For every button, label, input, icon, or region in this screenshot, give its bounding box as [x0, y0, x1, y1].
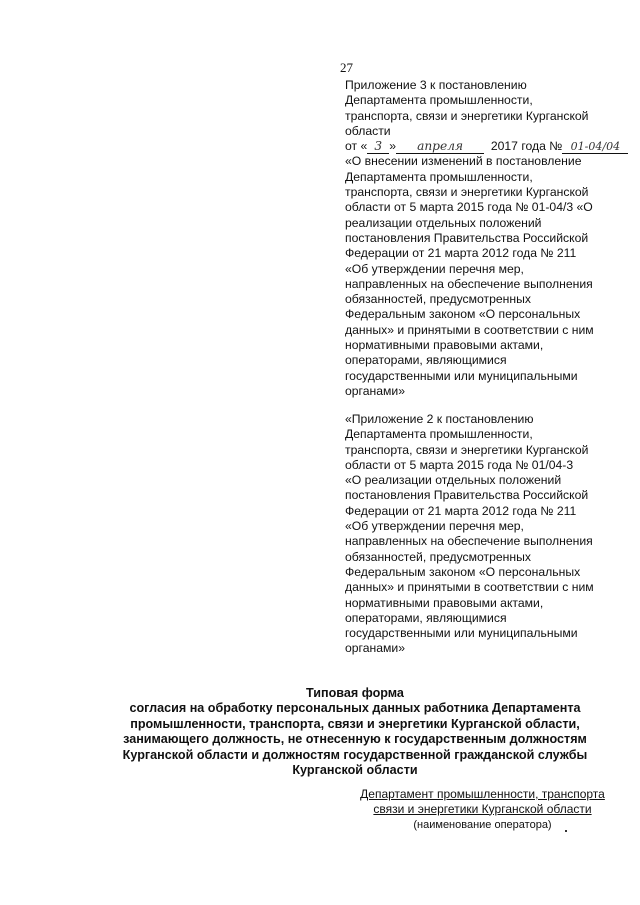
operator-name-line-1: Департамент промышленности, транспорта: [360, 787, 605, 801]
title-line: промышленности, транспорта, связи и энергетики Курганской области,: [130, 716, 580, 731]
date-prefix: от «: [345, 139, 368, 154]
text-line: операторами, являющимися: [345, 610, 507, 625]
text-line: обязанностей, предусмотренных: [345, 549, 531, 564]
text-line: области: [345, 123, 391, 138]
appendix-3-header: [345, 78, 620, 399]
text-line: Федерации от 21 марта 2012 года № 211: [345, 246, 577, 261]
text-line: «Об утверждении перечня мер,: [345, 519, 524, 534]
title-line: согласия на обработку персональных данных работника Департамента: [129, 701, 581, 716]
title-line: Курганской области: [292, 763, 418, 778]
title-line: Типовая форма: [306, 686, 404, 700]
operator-block: [345, 787, 620, 833]
text-line: Приложение 3 к постановлению: [345, 78, 527, 92]
date-line: [345, 139, 620, 154]
text-line: нормативными правовыми актами,: [345, 338, 544, 353]
form-title: [95, 686, 615, 778]
text-line: «Об утверждении перечня мер,: [345, 261, 524, 276]
text-line: Федерации от 21 марта 2012 года № 211: [345, 503, 577, 518]
title-line: занимающего должность, не отнесенную к государственным должностям: [123, 732, 587, 747]
date-year: 2017 года №: [490, 139, 563, 154]
text-line: нормативными правовыми актами,: [345, 595, 544, 610]
operator-caption: (наименование оператора): [413, 819, 552, 831]
text-line: Департамента промышленности,: [345, 93, 533, 108]
text-line: области от 5 марта 2015 года № 01-04/3 «О: [345, 200, 593, 215]
text-line: операторами, являющимися: [345, 353, 507, 368]
stray-mark: [565, 830, 567, 832]
text-line: направленных на обеспечение выполнения: [345, 276, 593, 291]
text-line: органами»: [345, 383, 405, 398]
text-line: органами»: [345, 641, 405, 656]
handwritten-month: апреля: [396, 140, 484, 154]
text-line: Департамента промышленности,: [345, 427, 533, 442]
text-line: данных» и принятыми в соответствии с ним: [345, 580, 594, 595]
text-line: транспорта, связи и энергетики Курганской: [345, 108, 589, 123]
text-line: постановления Правительства Российской: [345, 488, 589, 503]
appendix-3-body: [345, 154, 620, 399]
text-line: «О внесении изменений в постановление: [345, 154, 582, 169]
text-line: области от 5 марта 2015 года № 01/04-3: [345, 457, 574, 472]
handwritten-day: 3: [367, 140, 389, 154]
text-line: Департамента промышленности,: [345, 169, 533, 184]
handwritten-number: 01-04/04: [562, 140, 628, 154]
page-number: 27: [340, 60, 353, 75]
text-line: обязанностей, предусмотренных: [345, 292, 531, 307]
text-line: «О реализации отдельных положений: [345, 473, 562, 488]
operator-name-line-2: связи и энергетики Курганской области: [373, 801, 592, 816]
text-line: реализации отдельных положений: [345, 215, 542, 230]
appendix-3-intro: [345, 78, 620, 139]
text-line: государственными или муниципальными: [345, 368, 578, 383]
text-line: Федеральным законом «О персональных: [345, 307, 581, 322]
appendix-2-header: [345, 412, 620, 657]
text-line: «Приложение 2 к постановлению: [345, 412, 534, 426]
text-line: постановления Правительства Российской: [345, 230, 589, 245]
text-line: транспорта, связи и энергетики Курганской: [345, 185, 589, 200]
text-line: государственными или муниципальными: [345, 626, 578, 641]
text-line: данных» и принятыми в соответствии с ним: [345, 322, 594, 337]
title-line: Курганской области и должностям государственной гражданской службы: [122, 747, 588, 762]
date-mid: »: [389, 139, 397, 154]
text-line: транспорта, связи и энергетики Курганской: [345, 442, 589, 457]
text-line: Федеральным законом «О персональных: [345, 564, 581, 579]
text-line: направленных на обеспечение выполнения: [345, 534, 593, 549]
